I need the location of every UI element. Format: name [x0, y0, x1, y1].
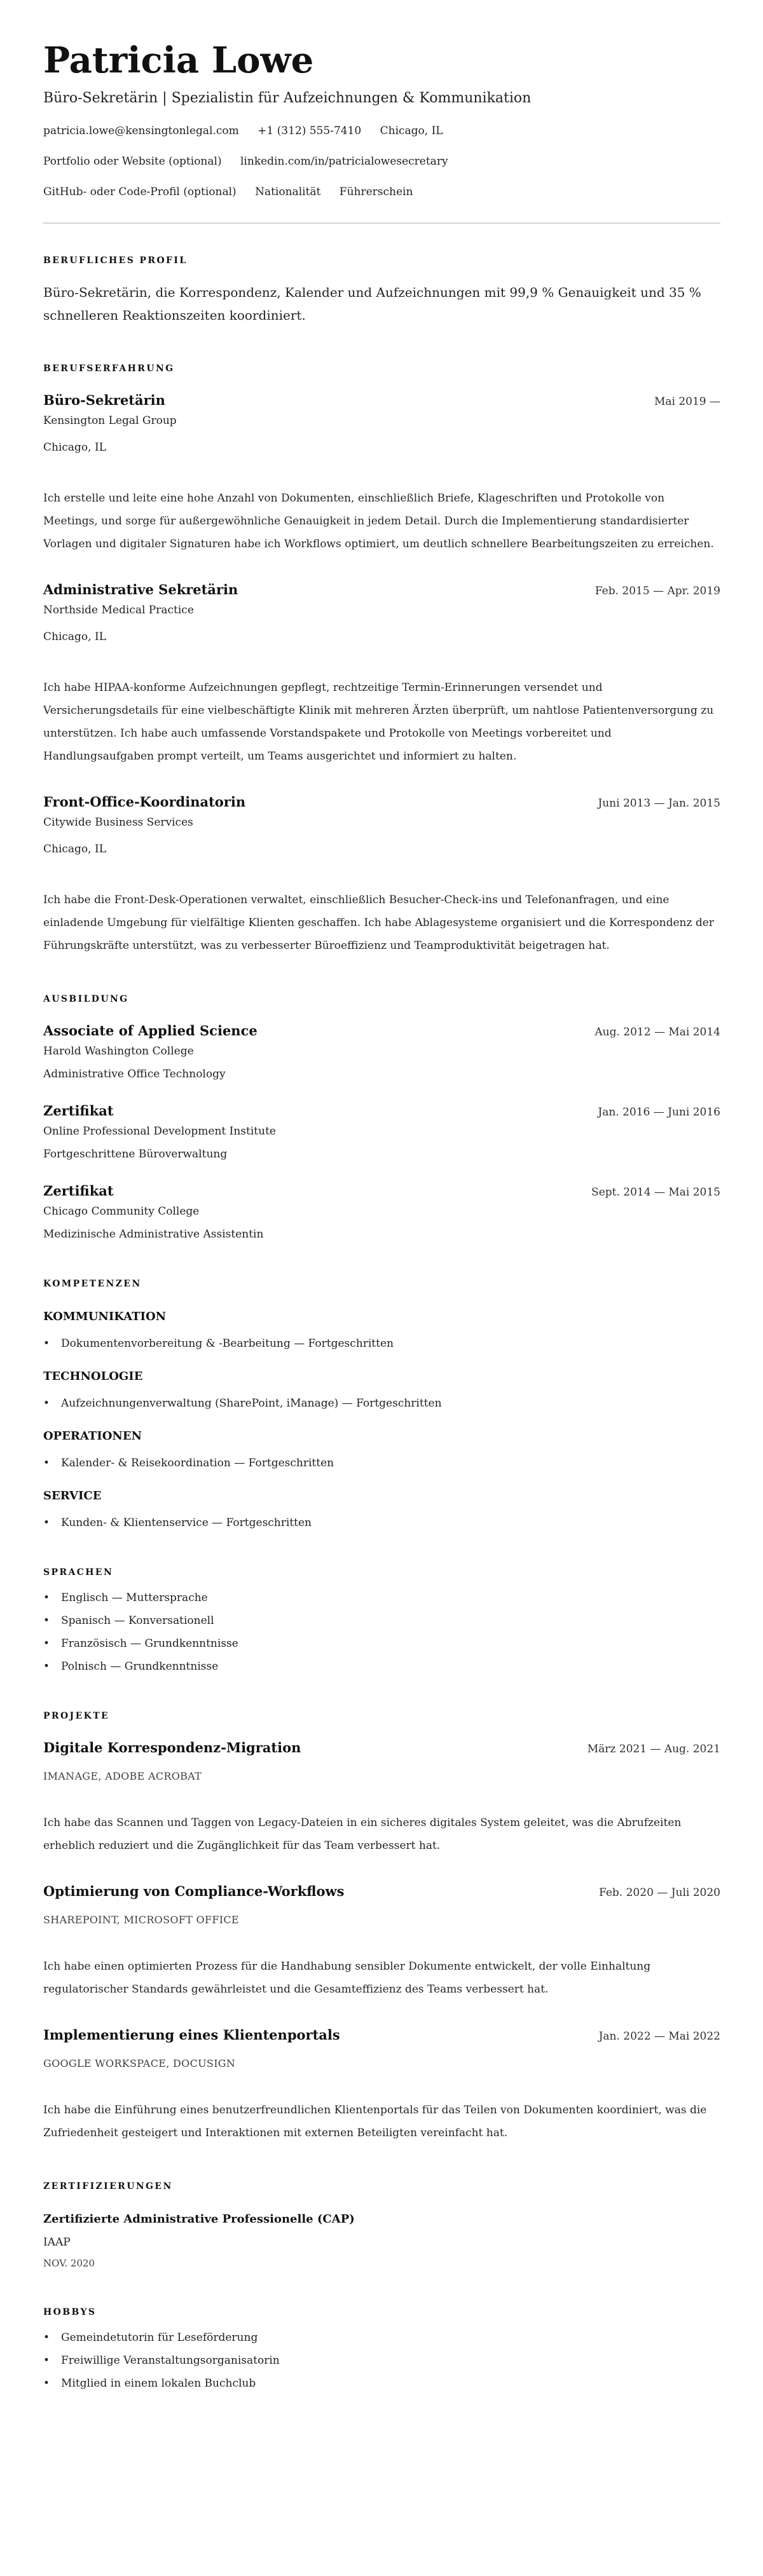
projects-section	[43, 1710, 720, 2144]
education-entry	[43, 1102, 720, 1162]
project-tech: GOOGLE WORKSPACE, DOCUSIGN	[43, 2057, 236, 2069]
skill-category: TECHNOLOGIE	[43, 1370, 143, 1383]
experience-entry	[43, 793, 720, 957]
certification-issuer: IAAP	[43, 2236, 71, 2249]
certification-date: NOV. 2020	[43, 2258, 95, 2269]
section-title: KOMPETENZEN	[43, 1279, 142, 1289]
skill-category: OPERATIONEN	[43, 1429, 142, 1443]
skill-group	[43, 1309, 720, 1351]
section-title: BERUFSERFAHRUNG	[43, 364, 175, 374]
languages-section	[43, 1566, 720, 1674]
skill-list	[43, 1396, 720, 1411]
language-item: • Englisch — Muttersprache	[43, 1590, 720, 1605]
education-section	[43, 993, 720, 1242]
contact-license: Führerschein	[339, 186, 413, 198]
degree-title: Zertifikat	[43, 1103, 114, 1119]
resume-header	[43, 39, 720, 224]
contact-github[interactable]: GitHub- oder Code-Profil (optional)	[43, 186, 237, 198]
project-tech: SHAREPOINT, MICROSOFT OFFICE	[43, 1914, 239, 1926]
job-location: Chicago, IL	[43, 630, 106, 643]
education-entry	[43, 1182, 720, 1242]
project-name: Digitale Korrespondenz-Migration	[43, 1740, 301, 1755]
education-entry	[43, 1022, 720, 1082]
language-item: • Spanisch — Konversationell	[43, 1613, 720, 1628]
project-tech: IMANAGE, ADOBE ACROBAT	[43, 1770, 202, 1782]
hobby-item: • Freiwillige Veranstaltungsorganisatorin	[43, 2353, 720, 2368]
profile-section	[43, 254, 720, 327]
language-list	[43, 1590, 720, 1674]
skill-list	[43, 1336, 720, 1351]
institution: Chicago Community College	[43, 1205, 200, 1218]
field-of-study: Administrative Office Technology	[43, 1068, 226, 1080]
contact-location: Chicago, IL	[380, 125, 443, 137]
section-title: SPRACHEN	[43, 1567, 114, 1578]
project-name: Implementierung eines Klientenportals	[43, 2027, 340, 2043]
job-company: Northside Medical Practice	[43, 604, 194, 617]
skills-section	[43, 1278, 720, 1530]
contact-phone[interactable]: +1 (312) 555-7410	[258, 125, 362, 137]
job-title: Front-Office-Koordinatorin	[43, 794, 246, 810]
section-title: HOBBYS	[43, 2307, 97, 2317]
contact-row	[43, 123, 720, 139]
project-description: Ich habe das Scannen und Taggen von Legacy-Dateien in ein sicheres digitales System geleitet, was die Abrufzeiten erheblich reduziert und die Zugänglichkeit für das Team verbessert hat.	[43, 1816, 682, 1852]
institution: Harold Washington College	[43, 1045, 194, 1058]
job-description: Ich habe HIPAA-konforme Aufzeichnungen gepflegt, rechtzeitige Termin-Erinnerungen versendet und Versicherungsdetails für eine vielbeschäftigte Klinik mit mehreren Ärzten überprüft, um nahtlose Patientenversorgung zu unterstützen. Ich habe auch umfassende Vorstandspakete und Protokolle von Meetings vorbereitet und Handlungsaufgaben prompt verteilt, um Teams ausgerichtet und informiert zu halten.	[43, 681, 714, 763]
profile-summary: Büro-Sekretärin, die Korrespondenz, Kalender und Aufzeichnungen mit 99,9 % Genauigkeit und 35 % schnelleren Reaktionszeiten koordiniert.	[43, 285, 701, 323]
certifications-section	[43, 2180, 720, 2270]
section-title: ZERTIFIZIERUNGEN	[43, 2181, 173, 2191]
language-item: • Polnisch — Grundkenntnisse	[43, 1659, 720, 1674]
job-dates: Feb. 2015 — Apr. 2019	[595, 585, 720, 597]
experience-entry	[43, 392, 720, 555]
skill-group	[43, 1489, 720, 1530]
project-dates: Jan. 2022 — Mai 2022	[598, 2030, 720, 2043]
contact-row	[43, 154, 720, 169]
skill-category: KOMMUNIKATION	[43, 1310, 167, 1323]
contact-row	[43, 184, 720, 200]
job-location: Chicago, IL	[43, 843, 106, 855]
contact-linkedin[interactable]: linkedin.com/in/patricialowesecretary	[240, 155, 448, 168]
skill-list	[43, 1515, 720, 1530]
skill-item: • Kunden- & Klientenservice — Fortgeschritten	[43, 1515, 720, 1530]
candidate-headline: Büro-Sekretärin | Spezialistin für Aufzeichnungen & Kommunikation	[43, 90, 532, 106]
skill-list	[43, 1455, 720, 1471]
header-divider	[43, 222, 720, 224]
contact-nationality: Nationalität	[255, 186, 321, 198]
job-location: Chicago, IL	[43, 441, 106, 454]
field-of-study: Medizinische Administrative Assistentin	[43, 1228, 264, 1241]
job-title: Administrative Sekretärin	[43, 582, 238, 597]
hobby-list	[43, 2330, 720, 2391]
contact-portfolio[interactable]: Portfolio oder Website (optional)	[43, 155, 222, 168]
skill-item: • Dokumentenvorbereitung & -Bearbeitung — Fortgeschritten	[43, 1336, 720, 1351]
skill-category: SERVICE	[43, 1489, 102, 1503]
job-company: Citywide Business Services	[43, 816, 193, 829]
project-dates: Feb. 2020 — Juli 2020	[599, 1886, 720, 1899]
job-dates: Mai 2019 —	[654, 395, 720, 408]
hobby-item: • Gemeindetutorin für Leseförderung	[43, 2330, 720, 2345]
project-name: Optimierung von Compliance-Workflows	[43, 1883, 345, 1899]
project-description: Ich habe die Einführung eines benutzerfreundlichen Klientenportals für das Teilen von Dokumenten koordiniert, was die Zufriedenheit gesteigert und Interaktionen mit externen Beteiligten vereinfacht hat.	[43, 2104, 707, 2139]
skill-group	[43, 1369, 720, 1411]
section-title: PROJEKTE	[43, 1711, 110, 1721]
project-entry	[43, 1739, 720, 1857]
project-entry	[43, 1883, 720, 2001]
field-of-study: Fortgeschrittene Büroverwaltung	[43, 1148, 228, 1161]
job-title: Büro-Sekretärin	[43, 392, 165, 408]
job-dates: Juni 2013 — Jan. 2015	[598, 797, 720, 810]
project-entry	[43, 2026, 720, 2144]
education-dates: Aug. 2012 — Mai 2014	[595, 1026, 720, 1039]
institution: Online Professional Development Institute	[43, 1125, 276, 1138]
candidate-name: Patricia Lowe	[43, 39, 314, 81]
job-description: Ich erstelle und leite eine hohe Anzahl von Dokumenten, einschließlich Briefe, Klageschriften und Protokolle von Meetings, und sorge für außergewöhnliche Genauigkeit in jedem Detail. Durch die Implementierung standardisierter Vorlagen und digitaler Signaturen habe ich Workflows optimiert, um deutlich schnellere Bearbeitungszeiten zu erreichen.	[43, 492, 714, 550]
skill-group	[43, 1429, 720, 1471]
project-dates: März 2021 — Aug. 2021	[587, 1743, 720, 1755]
skill-item: • Kalender- & Reisekoordination — Fortgeschritten	[43, 1455, 720, 1471]
project-description: Ich habe einen optimierten Prozess für die Handhabung sensibler Dokumente entwickelt, der volle Einhaltung regulatorischer Standards gewährleistet und die Gesamteffizienz des Teams verbessert hat.	[43, 1960, 651, 1996]
education-dates: Jan. 2016 — Juni 2016	[598, 1106, 720, 1119]
hobby-item: • Mitglied in einem lokalen Buchclub	[43, 2376, 720, 2391]
language-item: • Französisch — Grundkenntnisse	[43, 1636, 720, 1651]
section-title: AUSBILDUNG	[43, 994, 129, 1004]
degree-title: Zertifikat	[43, 1183, 114, 1199]
section-title: BERUFLICHES PROFIL	[43, 256, 188, 266]
degree-title: Associate of Applied Science	[43, 1023, 258, 1039]
experience-section	[43, 362, 720, 957]
contact-email[interactable]: patricia.lowe@kensingtonlegal.com	[43, 125, 239, 137]
skill-item: • Aufzeichnungenverwaltung (SharePoint, iManage) — Fortgeschritten	[43, 1396, 720, 1411]
hobbies-section	[43, 2306, 720, 2391]
education-dates: Sept. 2014 — Mai 2015	[591, 1186, 720, 1199]
certification-name: Zertifizierte Administrative Professionelle (CAP)	[43, 2212, 355, 2226]
job-company: Kensington Legal Group	[43, 414, 177, 427]
experience-entry	[43, 581, 720, 768]
job-description: Ich habe die Front-Desk-Operationen verwaltet, einschließlich Besucher-Check-ins und Telefonanfragen, und eine einladende Umgebung für vielfältige Klienten geschaffen. Ich habe Ablagesysteme organisiert und die Korrespondenz der Führungskräfte unterstützt, was zu verbesserter Büroeffizienz und Teamproduktivität beigetragen hat.	[43, 894, 714, 952]
